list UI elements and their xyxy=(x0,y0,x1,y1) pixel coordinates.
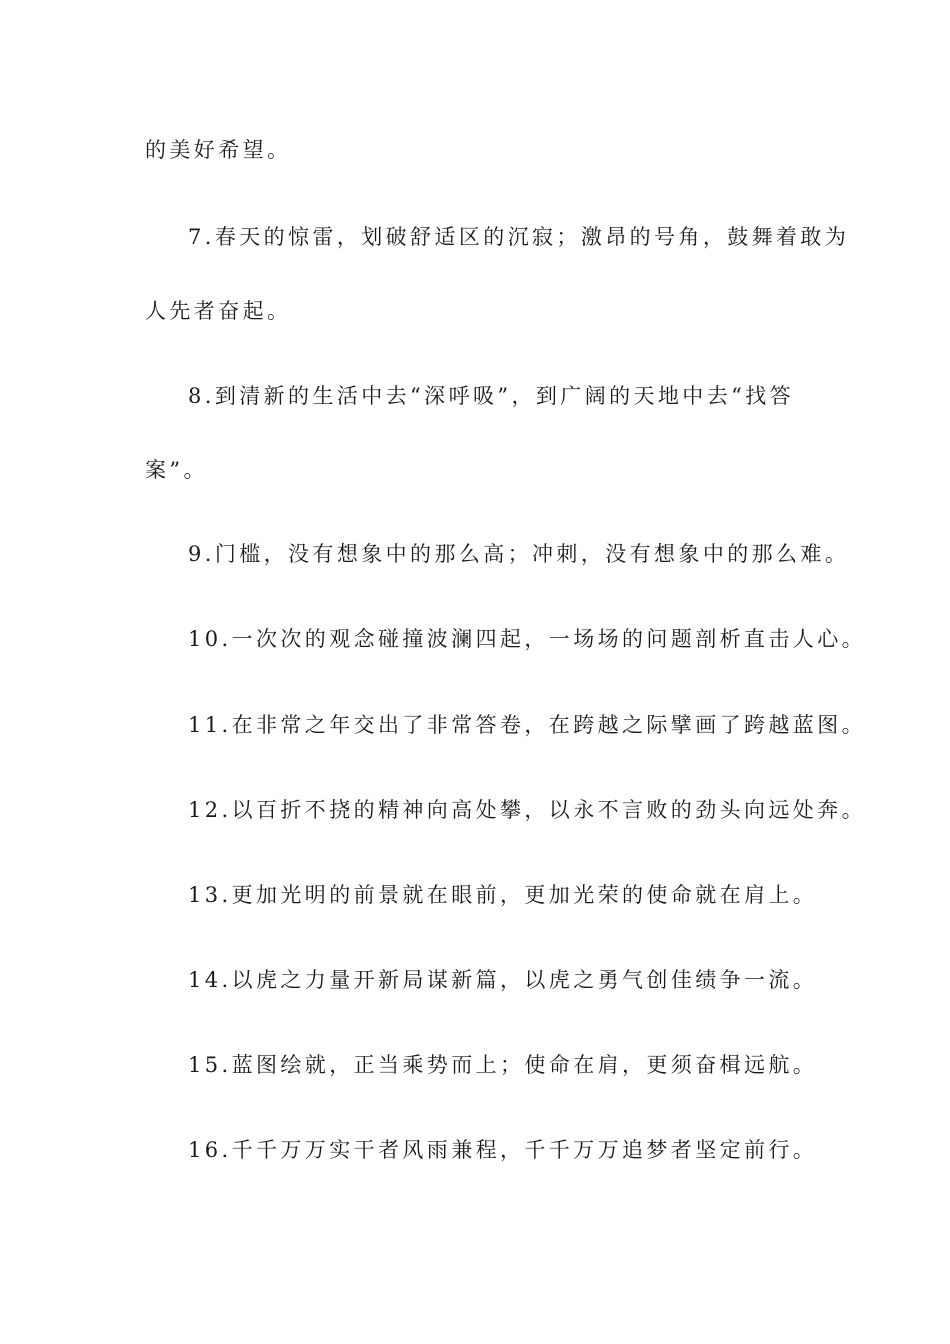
text-line-item-14: 14.以虎之力量开新局谋新篇，以虎之勇气创佳绩争一流。 xyxy=(188,968,818,992)
text-line-item-7-cont: 人先者奋起。 xyxy=(145,299,292,323)
text-line-item-11: 11.在非常之年交出了非常答卷，在跨越之际擘画了跨越蓝图。 xyxy=(188,713,866,737)
text-line-item-12: 12.以百折不挠的精神向高处攀，以永不言败的劲头向远处奔。 xyxy=(188,798,866,822)
text-line-continuation: 的美好希望。 xyxy=(145,138,292,162)
text-line-item-15: 15.蓝图绘就，正当乘势而上；使命在肩，更须奋楫远航。 xyxy=(188,1053,818,1077)
text-line-item-10: 10.一次次的观念碰撞波澜四起，一场场的问题剖析直击人心。 xyxy=(188,627,866,651)
text-line-item-16: 16.千千万万实干者风雨兼程，千千万万追梦者坚定前行。 xyxy=(188,1138,818,1162)
text-line-item-8-cont: 案”。 xyxy=(145,458,208,482)
text-line-item-8: 8.到清新的生活中去“深呼吸”，到广阔的天地中去“找答 xyxy=(188,384,795,408)
text-line-item-7: 7.春天的惊雷，划破舒适区的沉寂；激昂的号角，鼓舞着敢为 xyxy=(188,225,850,249)
text-line-item-9: 9.门槛，没有想象中的那么高；冲刺，没有想象中的那么难。 xyxy=(188,542,850,566)
text-line-item-13: 13.更加光明的前景就在眼前，更加光荣的使命就在肩上。 xyxy=(188,883,818,907)
